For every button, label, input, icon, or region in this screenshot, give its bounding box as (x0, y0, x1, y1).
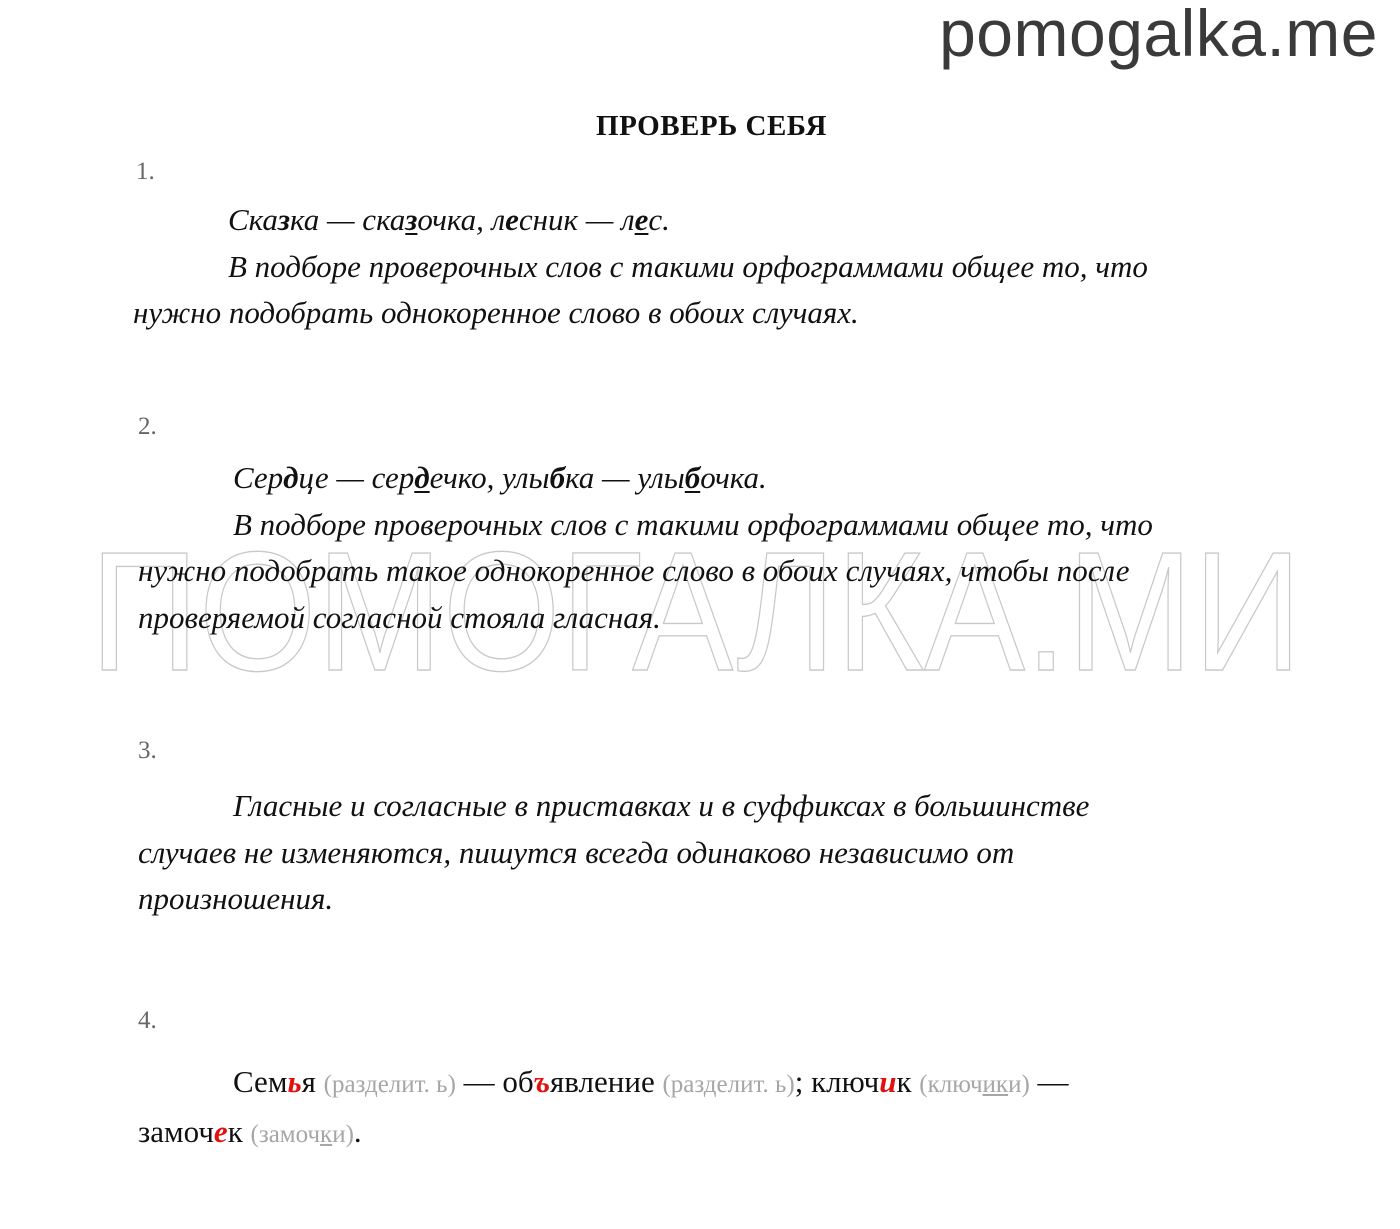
item-4-text (138, 1059, 1298, 1158)
word-pairs-line-1: Семья (разделит. ь) — объявление (разделит. ь); ключик (ключики) — (233, 1064, 1069, 1099)
item-2-text (138, 455, 1298, 641)
hint: (замочки) (250, 1120, 354, 1148)
text-line: произношения. (138, 881, 334, 916)
site-logo[interactable]: pomogalka.me (939, 0, 1378, 70)
word-pairs-line-2: замочек (замочки). (138, 1113, 362, 1149)
item-number: 2. (138, 413, 157, 440)
item-1-text (133, 197, 1293, 337)
text-line: проверяемой согласной стояла гласная. (138, 599, 661, 635)
item-number: 3. (138, 737, 157, 764)
item-number: 4. (138, 1007, 157, 1034)
hint: (разделит. ь) (662, 1071, 795, 1098)
text-line: нужно подобрать такое однокоренное слово в обоих случаях, чтобы после (138, 553, 1130, 588)
text-line: В подборе проверочных слов с такими орфограммами общее то, что (228, 248, 1148, 284)
item-3-text (138, 783, 1298, 923)
item-number: 1. (136, 158, 155, 185)
text-line: случаев не изменяются, пишутся всегда одинаково независимо от (138, 834, 1015, 870)
example-words: Сердце — сердечко, улыбка — улыбочка. (233, 460, 767, 495)
example-words: Сказка — сказочка, лесник — лес. (228, 202, 670, 237)
hint: (разделит. ь) (323, 1071, 456, 1098)
svg-text:ПОМОГАЛКА.МИ: ПОМОГАЛКА.МИ (90, 542, 1302, 676)
text-line: Гласные и согласные в приставках и в суффиксах в большинстве (233, 788, 1090, 823)
text-line: нужно подобрать однокоренное слово в обоих случаях. (133, 295, 859, 330)
text-line: В подборе проверочных слов с такими орфограммами общее то, что (233, 506, 1153, 542)
hint: (ключики) (919, 1071, 1030, 1098)
page-title: ПРОВЕРЬ СЕБЯ (596, 110, 827, 142)
